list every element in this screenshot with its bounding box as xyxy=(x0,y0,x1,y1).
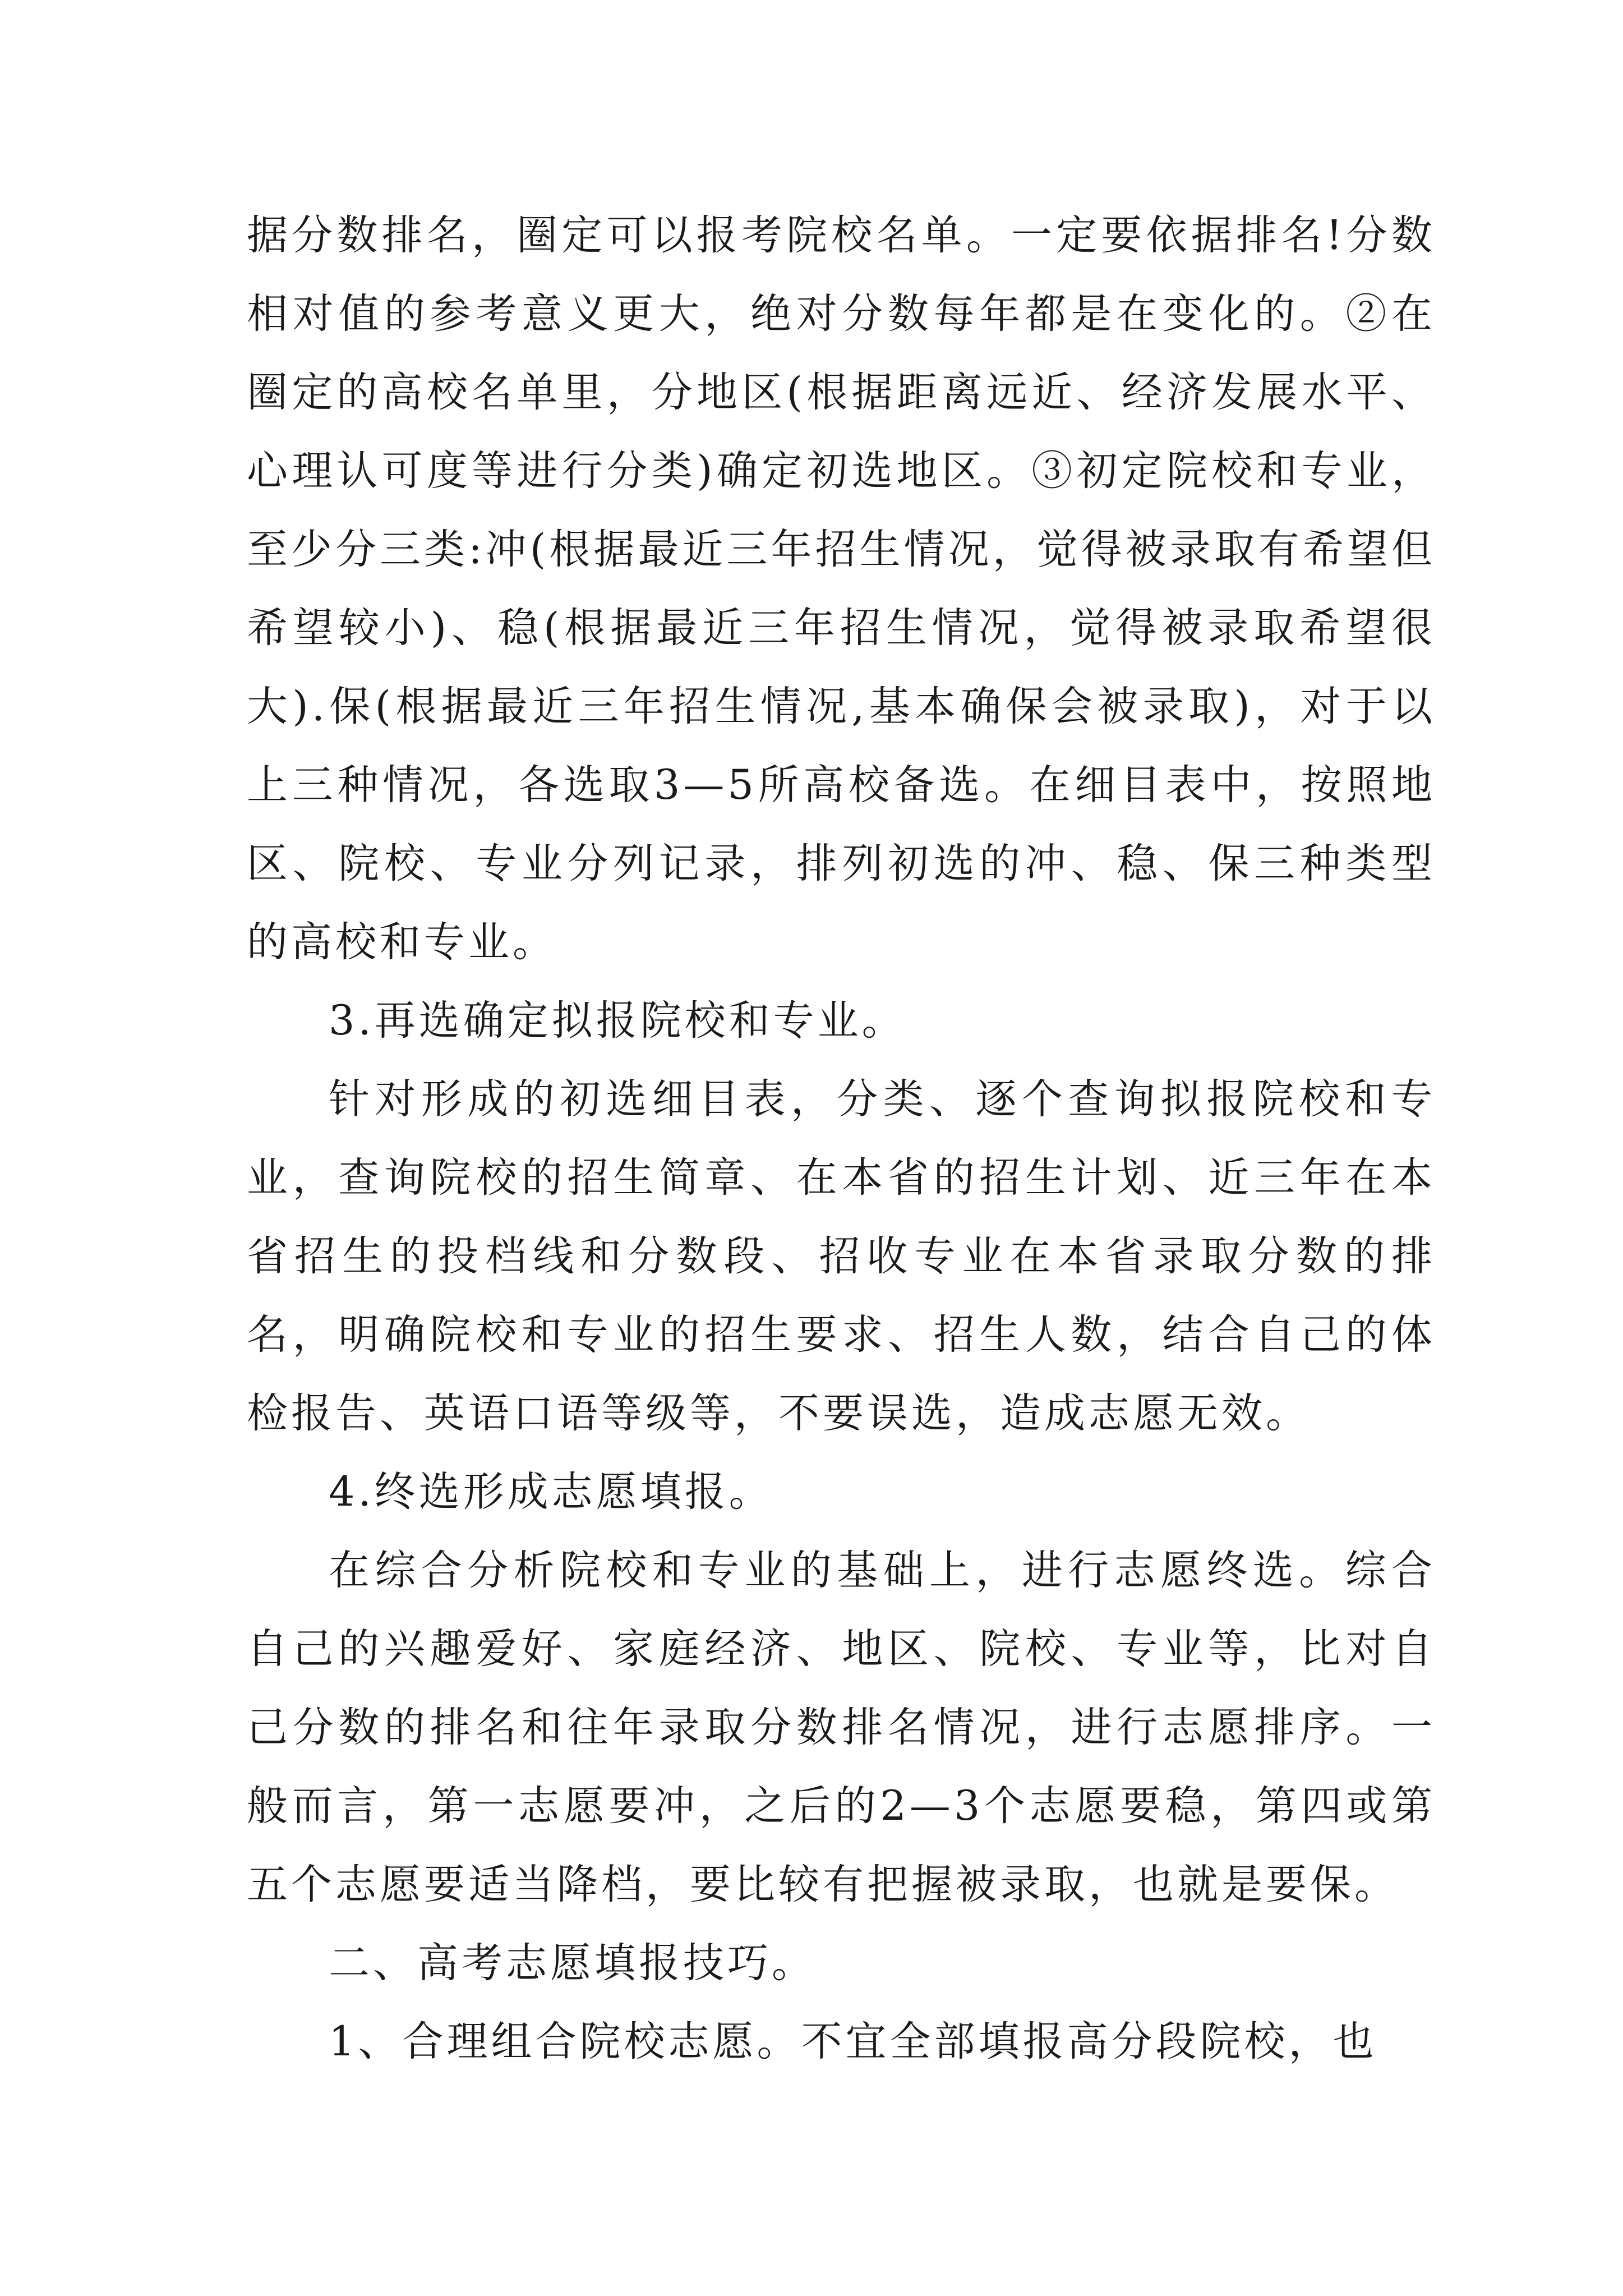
paragraph-2-heading: 3.再选确定拟报院校和专业。 xyxy=(329,997,906,1045)
paragraph-5: 在综合分析院校和专业的基础上，进行志愿终选。综合自己的兴趣爱好、家庭经济、地区、院校、专业等，比对自己分数的排名和往年录取分数排名情况，进行志愿排序。一般而言，第一志愿要冲，之后的2—3个志愿要稳，第四或第五个志愿要适当降档，要比较有把握被录取，也就是要保。 xyxy=(247,1547,1436,1908)
paragraph-1: 据分数排名，圈定可以报考院校名单。一定要依据排名!分数相对值的参考意义更大，绝对分数每年都是在变化的。②在圈定的高校名单里，分地区(根据距离远近、经济发展水平、心理认可度等进行分类)确定初选地区。③初定院校和专业，至少分三类:冲(根据最近三年招生情况，觉得被录取有希望但希望较小)、稳(根据最近三年招生情况，觉得被录取希望很大).保(根据最近三年招生情况,基本确保会被录取)，对于以上三种情况，各选取3—5所高校备选。在细目表中，按照地区、院校、专业分列记录，排列初选的冲、稳、保三种类型的高校和专业。 xyxy=(247,211,1436,966)
paragraph-7: 1、合理组合院校志愿。不宜全部填报高分段院校，也 xyxy=(329,2018,1377,2065)
section-heading: 二、高考志愿填报技巧。 xyxy=(329,1939,816,1987)
body-text xyxy=(247,196,1436,2081)
paragraph-3: 针对形成的初选细目表，分类、逐个查询拟报院校和专业，查询院校的招生简章、在本省的招生计划、近三年在本省招生的投档线和分数段、招收专业在本省录取分数的排名，明确院校和专业的招生要求、招生人数，结合自己的体检报告、英语口语等级等，不要误选，造成志愿无效。 xyxy=(247,1075,1436,1437)
paragraph-4-heading: 4.终选形成志愿填报。 xyxy=(329,1468,773,1516)
